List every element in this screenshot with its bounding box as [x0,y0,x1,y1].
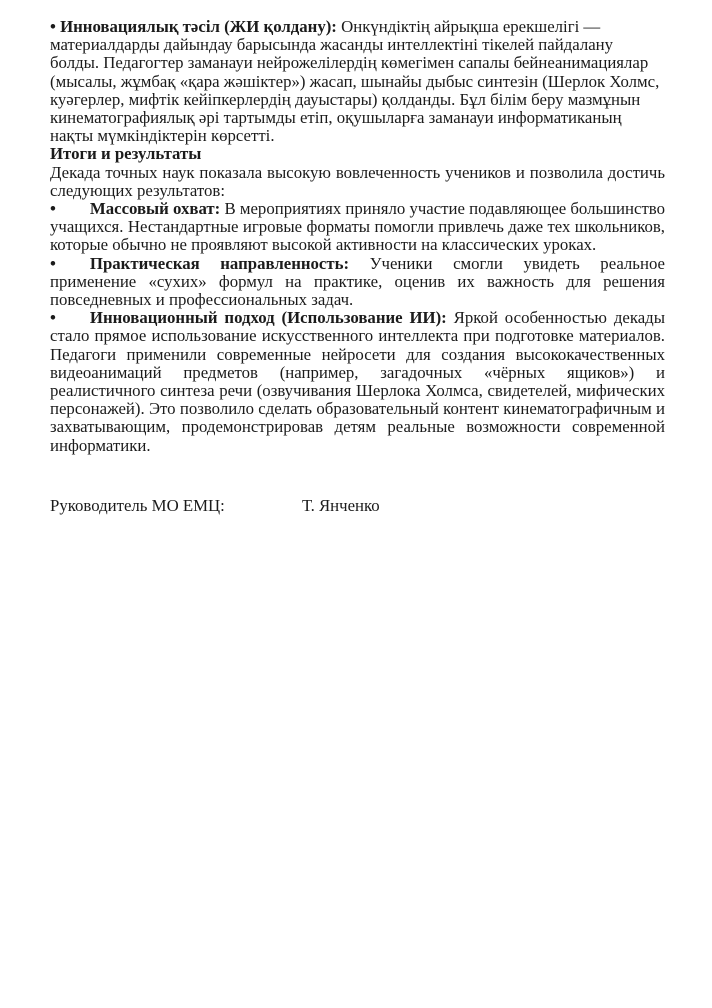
signature-label: Руководитель МО ЕМЦ: [50,495,225,515]
signature-name: Т. Янченко [302,495,380,515]
signature-block [50,497,665,515]
tab-spacer [56,322,90,323]
bullet-lead-innovation-kk: • Инновациялық тәсіл (ЖИ қолдану): [50,17,337,36]
bullet-item-mass-coverage [50,200,665,255]
bullet-marker: • [50,253,56,273]
bullet-text-practical-focus: Ученики смогли увидеть реальное применение «сухих» формул на практике, оценив их важность для решения повседневных и профессиональных задач. [50,253,665,310]
bullet-lead-mass-coverage: Массовый охват: [89,199,221,219]
paragraph-innovation-kk [50,18,665,145]
bullet-marker: • [50,199,56,219]
paragraph-results-intro: Декада точных наук показала высокую вовлеченность учеников и позволила достичь следующих результатов: [50,162,665,200]
bullet-marker: • [50,308,56,328]
paragraph-innovation-kk-text: Онкүндіктің айрықша ерекшелігі — материалдарды дайындау барысында жасанды интеллектіні тікелей пайдалану болды. Педагогтер заманауи нейрожелілердің көмегімен сапалы бейнеанимациялар (мысалы, жұмбақ «қара жәшіктер») жасап, шынайы дыбыс синтезін (Шерлок Холмс, куәгерлер, мифтік кейіпкерлердің дауыстары) қолданды. Бұл білім беру мазмұнын кинематографиялық әрі тартымды етіп, оқушыларға заманауи информатиканың нақты мүмкіндіктерін көрсетті. [50,17,660,146]
bullet-text-mass-coverage: В мероприятиях приняло участие подавляющее большинство учащихся. Нестандартные игровые форматы помогли привлечь даже тех школьников, которые обычно не проявляют высокой активности на классических уроках. [50,199,665,255]
bullet-text-innovative-approach: Яркой особенностью декады стало прямое использование искусственного интеллекта при подготовке материалов. Педагоги применили современные нейросети для создания высококачественных видеоанимаций предметов (например, загадочных «чёрных ящиков») и реалистичного синтеза речи (озвучивания Шерлока Холмса, свидетелей, мифических персонажей). Это позволило сделать образовательный контент кинематографичным и захватывающим, продемонстрировав детям реальные возможности современной информатики. [50,308,665,455]
bullet-lead-practical-focus: Практическая направленность: [89,253,350,273]
bullet-lead-innovative-approach: Инновационный подход (Использование ИИ): [89,308,447,328]
bullet-item-practical-focus [50,255,665,310]
tab-spacer [56,268,90,269]
bullet-item-innovative-approach [50,309,665,455]
tab-spacer [56,213,90,214]
results-heading: Итоги и результаты [50,144,202,164]
